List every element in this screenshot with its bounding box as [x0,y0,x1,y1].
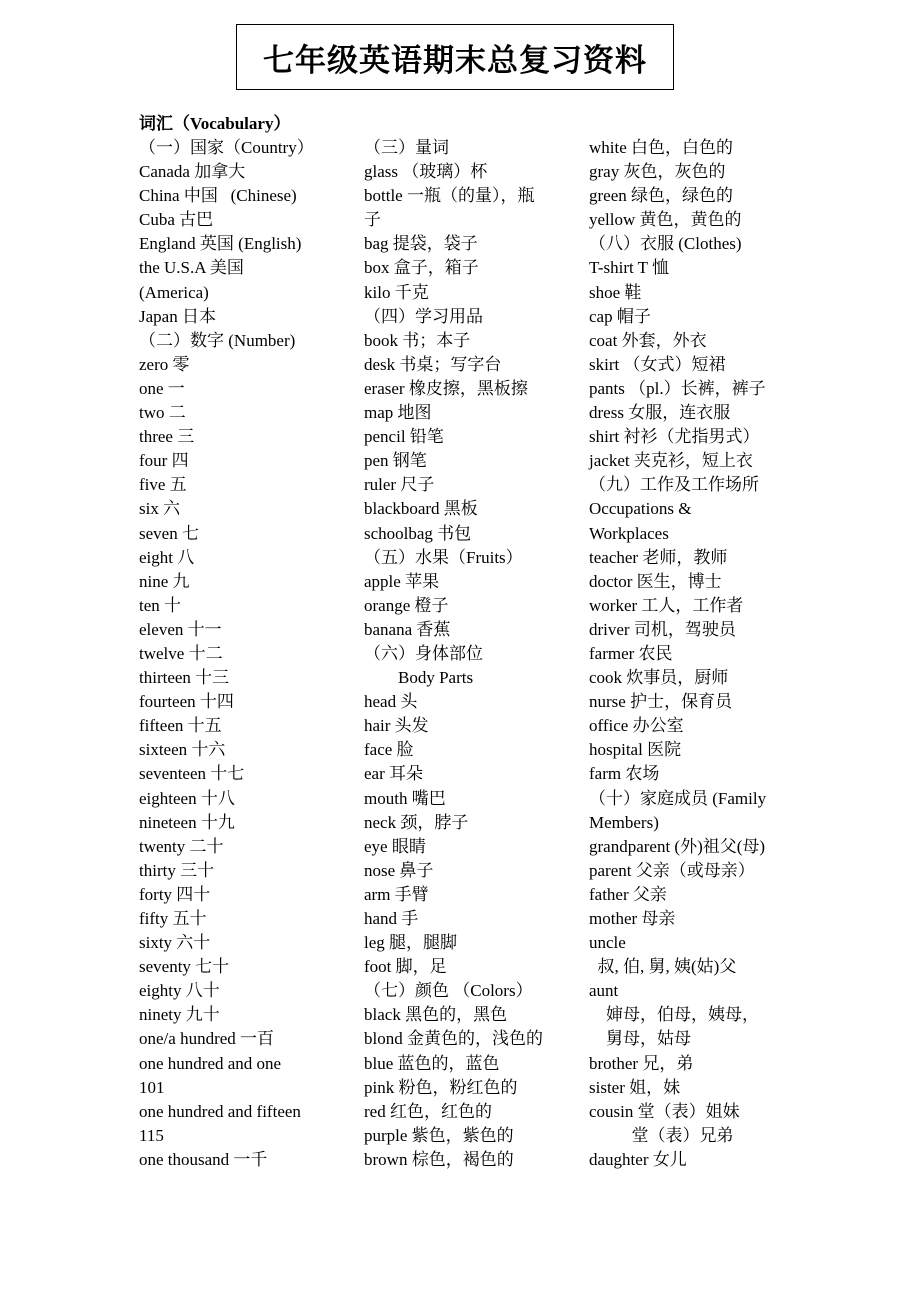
vocab-line: ten 十 [139,595,182,615]
vocab-line: farmer 农民 [589,643,673,663]
vocab-line: ruler 尺子 [364,475,435,495]
vocab-line: aunt [589,981,619,1001]
vocab-line: face 脸 [364,740,414,760]
vocab-line: zero 零 [139,354,190,374]
vocab-line: teacher 老师，教师 [589,547,728,567]
vocab-column-3 [589,136,804,1172]
vocab-line: box 盒子，箱子 [364,258,479,278]
vocab-line: England 英国 (English) [139,234,302,254]
vocab-line: purple 紫色，紫色的 [364,1125,514,1145]
vocab-line: skirt （女式）短裙 [589,354,726,374]
vocab-line: apple 苹果 [364,571,440,591]
vocab-line: pants （pl.）长裤，裤子 [589,378,766,398]
vocab-line: parent 父亲（或母亲） [589,860,755,880]
vocab-line: nineteen 十九 [139,812,235,832]
vocab-line: fifteen 十五 [139,716,222,736]
vocab-line: glass （玻璃）杯 [364,162,488,182]
vocab-line: T-shirt T 恤 [589,258,669,278]
vocab-line: office 办公室 [589,716,684,736]
vocab-line: coat 外套，外衣 [589,330,707,350]
vocab-line: white 白色，白色的 [589,138,734,157]
vocab-line: seven 七 [139,523,199,543]
vocab-column-1 [139,136,354,1172]
vocab-line: Body Parts [364,668,474,688]
vocab-line: （七）颜色 （Colors） [364,981,533,1001]
vocab-line: seventeen 十七 [139,764,245,784]
vocab-line: daughter 女儿 [589,1149,687,1169]
vocab-line: desk 书桌；写字台 [364,354,502,374]
vocab-line: father 父亲 [589,884,667,904]
vocab-line: jacket 夹克衫，短上衣 [589,451,753,471]
vocab-line: one hundred and fifteen [139,1101,301,1121]
vocab-line: bag 提袋，袋子 [364,234,478,254]
vocab-line: (America) [139,282,209,302]
vocab-line: 堂（表）兄弟 [589,1125,734,1145]
vocab-line: （五）水果（Fruits） [364,547,523,567]
vocab-line: （十）家庭成员 (Family [589,788,767,808]
vocab-line: eighteen 十八 [139,788,235,808]
vocab-line: yellow 黄色，黄色的 [589,210,742,230]
vocab-line: worker 工人，工作者 [589,595,744,615]
vocab-line: 115 [139,1125,164,1145]
section-heading: 词汇（Vocabulary） [139,114,291,133]
vocab-line: eight 八 [139,547,195,567]
vocab-line: nurse 护士，保育员 [589,692,733,712]
vocab-line: black 黑色的，黑色 [364,1005,508,1025]
vocab-line: Cuba 古巴 [139,210,214,230]
vocab-line: map 地图 [364,403,432,423]
vocab-line: China 中国 (Chinese) [139,186,297,206]
vocab-line: brown 棕色，褐色的 [364,1149,514,1169]
vocab-line: one thousand 一千 [139,1149,268,1169]
vocab-line: neck 颈，脖子 [364,812,469,832]
vocab-line: mouth 嘴巴 [364,788,446,808]
vocab-line: Workplaces [589,523,669,543]
vocab-line: （四）学习用品 [364,306,483,326]
vocab-line: eye 眼睛 [364,836,426,856]
vocab-line: （二）数字 (Number) [139,330,296,350]
vocab-line: dress 女服，连衣服 [589,403,731,423]
vocab-line: one 一 [139,378,185,398]
vocab-line: driver 司机，驾驶员 [589,619,736,639]
vocab-line: foot 脚，足 [364,957,447,977]
vocab-line: twelve 十二 [139,643,223,663]
vocab-line: Members) [589,812,659,832]
vocab-line: the U.S.A 美国 [139,258,244,278]
vocab-line: cap 帽子 [589,306,651,326]
vocab-line: （一）国家（Country） [139,138,314,157]
vocab-line: three 三 [139,427,195,447]
vocab-line: sister 姐，妹 [589,1077,681,1097]
vocab-line: eighty 八十 [139,981,220,1001]
vocab-line: kilo 千克 [364,282,429,302]
title-box [236,24,674,90]
vocab-line: pen 钢笔 [364,451,427,471]
vocab-line: leg 腿，腿脚 [364,933,458,953]
vocab-line: 婶母，伯母，姨母， [589,1005,759,1025]
vocab-line: arm 手臂 [364,884,429,904]
vocab-line: four 四 [139,451,189,471]
vocab-line: one hundred and one [139,1053,282,1073]
page-title: 七年级英语期末总复习资料 [263,42,647,79]
vocab-line: thirty 三十 [139,860,215,880]
vocab-line: （六）身体部位 [364,643,483,663]
vocab-line: ear 耳朵 [364,764,424,784]
vocab-line: shirt 衬衫（尤指男式） [589,427,760,447]
vocab-line: cousin 堂（表）姐妹 [589,1101,740,1121]
vocab-line: sixty 六十 [139,933,211,953]
vocab-line: 舅母，姑母 [589,1029,691,1049]
vocab-line: schoolbag 书包 [364,523,472,543]
vocab-line: uncle [589,933,626,953]
vocab-line: blond 金黄色的，浅色的 [364,1029,543,1049]
vocab-line: pencil 铅笔 [364,427,444,447]
vocab-line: brother 兄，弟 [589,1053,694,1073]
vocab-line: 子 [364,210,381,230]
vocab-column-2 [364,136,579,1172]
vocab-line: mother 母亲 [589,909,676,928]
vocab-line: nose 鼻子 [364,860,434,880]
vocab-line: red 红色，红色的 [364,1101,492,1121]
vocab-line: doctor 医生，博士 [589,571,722,591]
vocab-line: eleven 十一 [139,619,222,639]
vocab-line: orange 橙子 [364,595,449,615]
vocab-line: two 二 [139,403,186,423]
vocab-line: eraser 橡皮擦，黑板擦 [364,378,528,398]
vocab-line: gray 灰色，灰色的 [589,162,726,182]
vocab-line: ninety 九十 [139,1005,220,1025]
vocab-line: seventy 七十 [139,957,230,977]
vocab-line: head 头 [364,692,418,712]
vocab-line: sixteen 十六 [139,740,226,760]
vocab-line: farm 农场 [589,764,660,784]
vocab-line: 101 [139,1077,165,1097]
vocab-line: bottle 一瓶（的量），瓶 [364,186,535,206]
vocab-line: book 书；本子 [364,330,471,350]
vocab-line: （九）工作及工作场所 [589,475,759,495]
vocab-line: blackboard 黑板 [364,499,478,519]
vocab-line: one/a hundred 一百 [139,1029,275,1049]
vocab-line: fourteen 十四 [139,692,234,712]
vocab-line: green 绿色，绿色的 [589,186,734,206]
vocab-line: banana 香蕉 [364,619,451,639]
vocab-line: Canada 加拿大 [139,162,246,182]
vocab-line: 叔, 伯, 舅, 姨(姑)父 [589,957,737,977]
vocab-line: fifty 五十 [139,909,207,928]
vocab-line: cook 炊事员，厨师 [589,668,729,688]
vocab-line: hospital 医院 [589,740,682,760]
vocab-line: twenty 二十 [139,836,224,856]
vocab-line: pink 粉色，粉红色的 [364,1077,518,1097]
vocab-line: shoe 鞋 [589,282,642,302]
vocab-line: five 五 [139,475,187,495]
vocab-line: （八）衣服 (Clothes) [589,234,742,254]
vocab-line: six 六 [139,499,181,519]
vocab-line: Occupations & [589,499,692,519]
vocab-line: Japan 日本 [139,306,216,326]
vocab-line: hair 头发 [364,716,429,736]
vocab-line: grandparent (外)祖父(母) [589,836,766,856]
vocab-line: forty 四十 [139,884,211,904]
vocab-line: hand 手 [364,909,419,928]
vocab-line: nine 九 [139,571,190,591]
vocab-line: （三）量词 [364,138,449,157]
vocab-line: thirteen 十三 [139,668,230,688]
vocab-line: blue 蓝色的，蓝色 [364,1053,500,1073]
